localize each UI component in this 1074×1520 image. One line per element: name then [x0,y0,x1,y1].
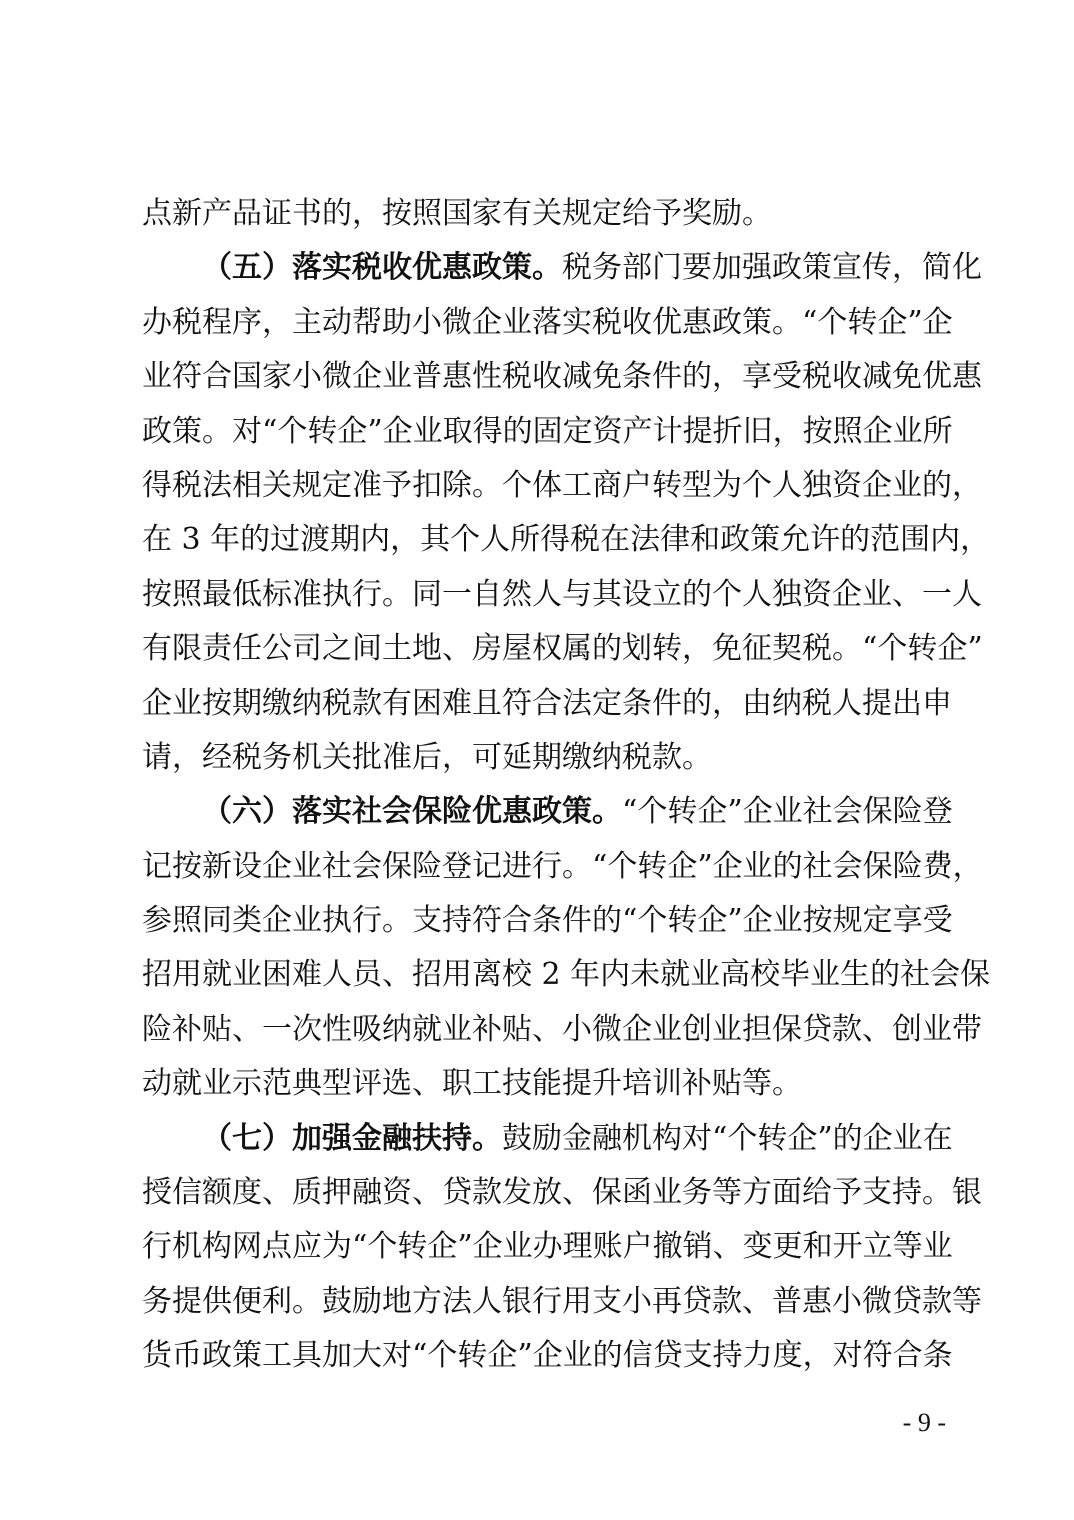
text-line: 记按新设企业社会保险登记进行。“个转企”企业的社会保险费， [142,848,983,884]
text-line: 请，经税务机关批准后，可延期缴纳税款。 [142,739,712,775]
section-heading-seven: （七）加强金融扶持。 [202,1120,502,1156]
text-line: 招用就业困难人员、招用离校 2 年内未就业高校毕业生的社会保 [142,957,991,993]
text-line: “个转企”企业社会保险登 [622,794,953,830]
paragraph-seven-first-line [142,1112,953,1166]
text-line: 办税程序，主动帮助小微企业落实税收优惠政策。“个转企”企 [142,304,953,340]
text-line: 参照同类企业执行。支持符合条件的“个转企”企业按规定享受 [142,903,953,939]
text-line: 在 3 年的过渡期内，其个人所得税在法律和政策允许的范围内， [142,522,991,558]
text-line: 业符合国家小微企业普惠性税收减免条件的，享受税收减免优惠 [142,359,982,395]
text-line: 授信额度、质押融资、贷款发放、保函业务等方面给予支持。银 [142,1175,982,1211]
text-line: 险补贴、一次性吸纳就业补贴、小微企业创业担保贷款、创业带 [142,1011,982,1047]
paragraph-five-first-line [142,241,982,295]
text-line: 动就业示范典型评选、职工技能提升培训补贴等。 [142,1066,802,1102]
text-line: 鼓励金融机构对“个转企”的企业在 [502,1120,953,1156]
text-line: 货币政策工具加大对“个转企”企业的信贷支持力度，对符合条 [142,1338,953,1374]
section-heading-six: （六）落实社会保险优惠政策。 [202,794,622,830]
text-line: 点新产品证书的，按照国家有关规定给予奖励。 [142,196,772,231]
text-line: 企业按期缴纳税款有困难且符合法定条件的，由纳税人提出申 [142,685,952,721]
text-line: 税务部门要加强政策宣传，简化 [562,250,982,286]
paragraph-six-first-line [142,785,953,839]
section-heading-five: （五）落实税收优惠政策。 [202,250,562,286]
text-line: 务提供便利。鼓励地方法人银行用支小再贷款、普惠小微贷款等 [142,1283,982,1319]
text-line: 得税法相关规定准予扣除。个体工商户转型为个人独资企业的， [142,467,982,503]
page-number: - 9 - [902,1408,946,1437]
text-line: 行机构网点应为“个转企”企业办理账户撤销、变更和开立等业 [142,1229,953,1265]
document-body [142,187,991,1384]
text-line: 有限责任公司之间土地、房屋权属的划转，免征契税。“个转企” [142,631,983,667]
text-line: 政策。对“个转企”企业取得的固定资产计提折旧，按照企业所 [142,413,953,449]
text-line: 按照最低标准执行。同一自然人与其设立的个人独资企业、一人 [142,576,982,612]
